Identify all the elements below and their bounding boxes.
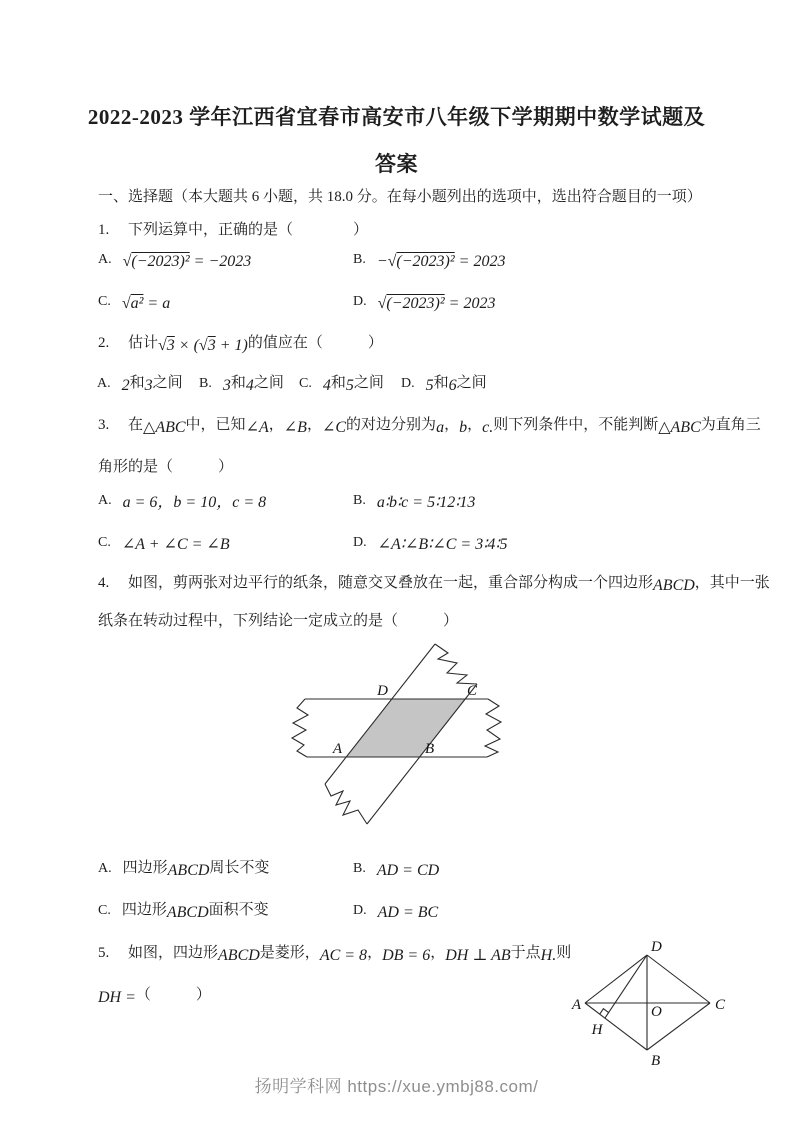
segment-dh bbox=[605, 955, 647, 1018]
option-c-label: C. bbox=[98, 294, 111, 309]
option-b-label: B. bbox=[353, 252, 366, 267]
option-b-label: B. bbox=[353, 861, 366, 876]
footer-watermark: 扬明学科网 https://xue.ymbj88.com/ bbox=[254, 1077, 539, 1096]
question-4-option-d bbox=[353, 900, 438, 921]
vertex-label-b: B bbox=[651, 1053, 661, 1069]
option-d-content: ∠A∶∠B∶∠C = 3∶4∶5 bbox=[377, 536, 508, 553]
question-3-option-d bbox=[353, 532, 508, 553]
option-a-content: √(−2023)² = −2023 bbox=[122, 253, 252, 270]
question-1-stem bbox=[98, 220, 368, 240]
question-3-number: 3. bbox=[98, 417, 110, 433]
question-2-option-d bbox=[401, 373, 487, 394]
question-3-option-c bbox=[98, 532, 230, 553]
question-1-option-c bbox=[98, 291, 170, 312]
option-d-content: 5和6之间 bbox=[425, 375, 487, 394]
option-c-label: C. bbox=[299, 376, 312, 391]
question-3-stem-line1 bbox=[98, 415, 761, 435]
question-2-option-c bbox=[299, 373, 384, 394]
slant-strip-torn-bottom-edge bbox=[325, 784, 367, 824]
page-title-line1: 2022-2023 学年江西省宜春市高安市八年级下学期期中数学试题及 bbox=[87, 105, 706, 129]
strip-torn-right-edge bbox=[485, 699, 501, 757]
option-c-content: 4和5之间 bbox=[322, 375, 384, 394]
option-a-content: 2和3之间 bbox=[121, 375, 183, 394]
question-1-option-b bbox=[353, 249, 505, 270]
strip-torn-left-edge bbox=[292, 699, 308, 757]
question-2-option-a bbox=[97, 373, 183, 394]
vertex-label-a: A bbox=[332, 741, 342, 757]
question-5-stem-line1 bbox=[98, 943, 571, 963]
question-5-stem-text1: 如图，四边形ABCD是菱形，AC = 8，DB = 6，DH ⊥ AB于点H.则 bbox=[128, 945, 572, 964]
option-b-content: a∶b∶c = 5∶12∶13 bbox=[376, 494, 476, 511]
option-c-content: 四边形ABCD面积不变 bbox=[121, 902, 269, 921]
overlap-parallelogram bbox=[346, 699, 465, 757]
right-angle-mark bbox=[600, 1009, 609, 1014]
foot-label-h: H bbox=[591, 1022, 603, 1038]
option-a-label: A. bbox=[98, 861, 112, 876]
question-4-option-b bbox=[353, 858, 439, 879]
question-4-stem-text1: 如图，剪两张对边平行的纸条，随意交叉叠放在一起，重合部分构成一个四边形ABCD，其中一张 bbox=[128, 575, 770, 594]
question-1-number: 1. bbox=[98, 222, 110, 238]
question-3-stem-text2: 角形的是（ ） bbox=[98, 459, 234, 475]
option-b-label: B. bbox=[353, 493, 366, 508]
rhombus-figure bbox=[555, 932, 790, 1077]
center-label-o: O bbox=[651, 1004, 662, 1020]
question-5-number: 5. bbox=[98, 945, 110, 961]
question-3-option-b bbox=[353, 490, 475, 511]
vertex-label-b: B bbox=[425, 741, 435, 757]
option-a-content: a = 6，b = 10，c = 8 bbox=[122, 494, 267, 511]
option-a-content: 四边形ABCD周长不变 bbox=[122, 860, 270, 879]
question-4-number: 4. bbox=[98, 575, 110, 591]
question-4-stem-line1 bbox=[98, 573, 770, 593]
vertex-label-d: D bbox=[377, 683, 388, 699]
option-a-label: A. bbox=[98, 252, 112, 267]
option-b-content: AD = CD bbox=[376, 862, 440, 879]
slant-strip-torn-top-edge bbox=[435, 644, 477, 684]
vertex-label-c: C bbox=[715, 997, 726, 1013]
question-1-stem-text: 下列运算中，正确的是（ ） bbox=[128, 222, 369, 238]
rhombus-side-dc bbox=[647, 955, 710, 1003]
option-c-label: C. bbox=[98, 903, 111, 918]
page-title-line2: 答案 bbox=[375, 152, 418, 176]
question-3-stem-line2 bbox=[98, 457, 233, 477]
vertex-label-c: C bbox=[467, 683, 478, 699]
question-4-stem-text2: 纸条在转动过程中，下列结论一定成立的是（ ） bbox=[98, 613, 459, 629]
option-d-content: AD = BC bbox=[377, 904, 439, 921]
paper-strips-figure bbox=[280, 632, 580, 840]
question-5-stem-line2 bbox=[98, 985, 211, 1005]
section-heading: 一、选择题（本大题共 6 小题，共 18.0 分。在每小题列出的选项中，选出符合题目的一项） bbox=[98, 189, 702, 205]
option-d-content: √(−2023)² = 2023 bbox=[377, 295, 496, 312]
option-a-label: A. bbox=[97, 376, 111, 391]
option-d-label: D. bbox=[353, 903, 367, 918]
option-b-label: B. bbox=[199, 376, 212, 391]
question-2-stem-text: 估计√3 × (√3 + 1)的值应在（ ） bbox=[128, 335, 383, 354]
question-2-stem bbox=[98, 333, 383, 353]
option-c-label: C. bbox=[98, 535, 111, 550]
page-title bbox=[0, 94, 793, 188]
option-d-label: D. bbox=[353, 535, 367, 550]
question-2-option-b bbox=[199, 373, 284, 394]
question-4-stem-line2 bbox=[98, 611, 458, 631]
question-2-number: 2. bbox=[98, 335, 110, 351]
vertex-label-d: D bbox=[651, 939, 662, 955]
option-a-label: A. bbox=[98, 493, 112, 508]
option-b-content: −√(−2023)² = 2023 bbox=[376, 253, 506, 270]
option-d-label: D. bbox=[353, 294, 367, 309]
question-4-option-a bbox=[98, 858, 269, 879]
question-1-option-a bbox=[98, 249, 251, 270]
option-c-content: ∠A + ∠C = ∠B bbox=[121, 536, 230, 553]
question-3-stem-text1: 在△ABC中，已知∠A，∠B，∠C的对边分别为a，b，c.则下列条件中，不能判断△ABC为直角三 bbox=[128, 417, 761, 436]
question-1-option-d bbox=[353, 291, 495, 312]
option-b-content: 3和4之间 bbox=[222, 375, 284, 394]
question-5-stem-text2: DH =（ ） bbox=[98, 987, 211, 1006]
question-4-option-c bbox=[98, 900, 269, 921]
rhombus-side-ad bbox=[585, 955, 647, 1003]
question-3-option-a bbox=[98, 490, 266, 511]
option-c-content: √a² = a bbox=[121, 295, 171, 312]
option-d-label: D. bbox=[401, 376, 415, 391]
vertex-label-a: A bbox=[571, 997, 581, 1013]
